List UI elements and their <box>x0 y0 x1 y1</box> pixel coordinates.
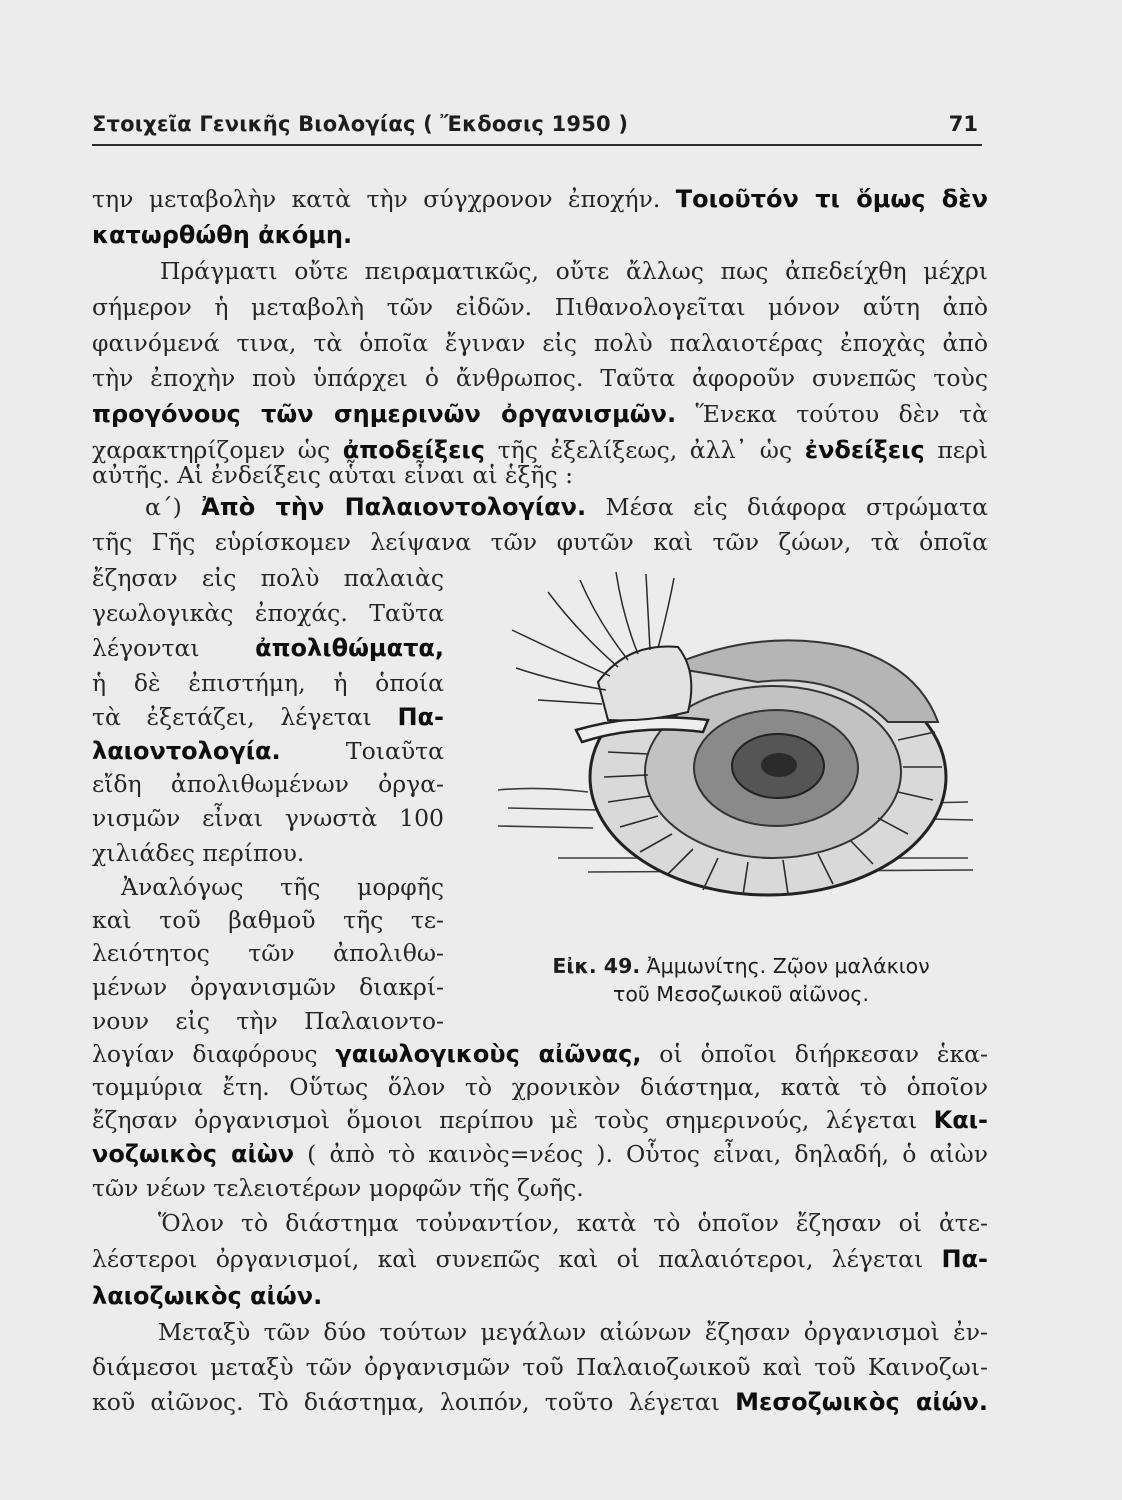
text-line <box>158 1207 988 1239</box>
bold-term: Πα- <box>941 1245 988 1273</box>
text-line <box>92 398 988 430</box>
text-line <box>92 1005 444 1037</box>
bold-term: νοζωικὸς αἰὼν <box>92 1140 295 1168</box>
bold-term: ἐνδείξεις <box>804 436 925 464</box>
bold-term: ἀπολιθώματα, <box>255 634 444 662</box>
text-segment: καὶ τοῦ βαθμοῦ τῆς τε- <box>92 906 444 934</box>
text-segment: γεωλογικὰς ἐποχάς. Ταῦτα <box>92 599 444 627</box>
text-segment: λειότητος τῶν ἀπολιθω- <box>92 939 444 967</box>
text-line <box>92 1104 988 1136</box>
text-segment: ἔζησαν εἰς πολὺ παλαιὰς <box>92 564 444 592</box>
bold-term: λαιοντολογία. <box>92 737 281 765</box>
text-segment: λογίαν διαφόρους <box>92 1040 336 1068</box>
text-segment: τὰ ἐξετάζει, λέγεται <box>92 703 398 731</box>
text-segment: χαρακτηρίζομεν ὡς <box>92 436 343 464</box>
text-line <box>92 327 988 359</box>
bold-term: γαιωλογικοὺς αἰῶνας, <box>335 1040 642 1068</box>
text-segment: Πράγματι οὔτε πειραματικῶς, οὔτε ἄλλως πως ἀπεδείχθη μέχρι <box>160 257 988 285</box>
text-segment: Ἕνεκα τούτου δὲν τὰ <box>676 400 988 428</box>
text-line <box>145 491 988 523</box>
text-segment: σήμερον ἡ μεταβολὴ τῶν εἰδῶν. Πιθανολογεῖται μόνον αὕτη ἀπὸ <box>92 293 988 321</box>
text-segment: ἡ δὲ ἐπιστήμη, ἡ ὁποία <box>92 669 444 697</box>
text-line <box>92 1038 988 1070</box>
figure-label: Εἰκ. 49. <box>552 954 641 978</box>
text-segment: αὐτῆς. Αἱ ἐνδείξεις αὗται εἶναι αἱ ἑξῆς : <box>92 461 574 489</box>
text-segment: οἱ ὁποῖοι διήρκεσαν ἑκα- <box>641 1040 988 1068</box>
bold-term: λαιοζωικὸς αἰών. <box>92 1282 323 1310</box>
text-segment: λέστεροι ὀργανισμοί, καὶ συνεπῶς καὶ οἱ παλαιότεροι, λέγεται <box>92 1245 942 1273</box>
text-segment: εἴδη ἀπολιθωμένων ὀργα- <box>92 770 444 798</box>
caption-text-2: τοῦ Μεσοζωικοῦ αἰῶνος. <box>613 982 869 1006</box>
text-line <box>92 667 444 699</box>
text-segment: χιλιάδες περίπου. <box>92 839 305 867</box>
text-line <box>92 1280 322 1312</box>
text-line <box>92 1138 988 1170</box>
text-segment: την μεταβολὴν κατὰ τὴν σύγχρονον ἐποχήν. <box>92 185 676 213</box>
text-segment: Μέσα εἰς διάφορα στρώματα <box>586 493 989 521</box>
bold-term: Πα- <box>397 703 444 731</box>
header-title: Στοιχεῖα Γενικῆς Βιολογίας ( Ἔκδοσις 1950 ) <box>92 112 629 136</box>
text-segment: Ἀναλόγως τῆς μορφῆς <box>121 873 444 901</box>
text-line <box>92 971 444 1003</box>
text-line <box>92 735 444 767</box>
text-segment: ( ἀπὸ τὸ καινὸς=νέος ). Οὗτος εἶναι, δηλαδή, ὁ αἰὼν <box>294 1140 988 1168</box>
text-line <box>92 1243 988 1275</box>
page-number: 71 <box>948 112 978 136</box>
text-line <box>92 362 988 394</box>
text-segment: Τοιαῦτα <box>280 737 444 765</box>
text-line <box>92 526 988 558</box>
text-segment: Μεταξὺ τῶν δύο τούτων μεγάλων αἰώνων ἔζησαν ὀργανισμοὶ ἐν- <box>158 1318 988 1346</box>
text-line <box>92 1351 988 1383</box>
text-segment: τὴν ἐποχὴν ποὺ ὑπάρχει ὁ ἄνθρωπος. Ταῦτα ἀφοροῦν συνεπῶς τοὺς <box>92 364 988 392</box>
text-segment: τῶν νέων τελειοτέρων μορφῶν τῆς ζωῆς. <box>92 1174 584 1202</box>
text-segment: περὶ <box>924 436 988 464</box>
text-line <box>92 802 444 834</box>
text-line <box>92 562 444 594</box>
bold-term: προγόνους τῶν σημερινῶν ὀργανισμῶν. <box>92 400 677 428</box>
text-segment: τῆς Γῆς εὑρίσκομεν λείψανα τῶν φυτῶν καὶ τῶν ζώων, τὰ ὁποῖα <box>92 528 988 556</box>
text-line <box>92 904 444 936</box>
text-line <box>160 255 988 287</box>
text-line <box>92 183 988 215</box>
text-line <box>92 837 304 869</box>
figure-caption <box>506 952 976 1008</box>
text-line <box>92 632 444 664</box>
text-line <box>92 219 352 251</box>
running-header <box>92 112 982 146</box>
text-segment: ἔζησαν ὀργανισμοὶ ὅμοιοι περίπου μὲ τοὺς σημερινούς, λέγεται <box>92 1106 934 1134</box>
text-segment: α΄) <box>145 493 202 521</box>
text-segment: νισμῶν εἶναι γνωστὰ 100 <box>92 804 444 832</box>
text-segment: Ὅλον τὸ διάστημα τοὐναντίον, κατὰ τὸ ὁποῖον ἔζησαν οἱ ἀτε- <box>158 1209 988 1237</box>
bold-term: Μεσοζωικὸς αἰών. <box>735 1388 988 1416</box>
text-line <box>121 871 444 903</box>
text-line <box>92 459 573 491</box>
text-segment: διάμεσοι μεταξὺ τῶν ὀργανισμῶν τοῦ Παλαιοζωικοῦ καὶ τοῦ Καινοζωι- <box>92 1353 988 1381</box>
bold-term: κατωρθώθη ἀκόμη. <box>92 221 353 249</box>
bold-term: Και- <box>933 1106 988 1134</box>
text-segment: κοῦ αἰῶνος. Τὸ διάστημα, λοιπόν, τοῦτο λέγεται <box>92 1388 736 1416</box>
ammonite-drawing <box>498 572 978 917</box>
text-line <box>92 768 444 800</box>
text-segment: τομμύρια ἔτη. Οὕτως ὅλον τὸ χρονικὸν διάστημα, κατὰ τὸ ὁποῖον <box>92 1073 988 1101</box>
bold-term: Τοιοῦτόν τι ὅμως δὲν <box>675 185 988 213</box>
text-line <box>92 937 444 969</box>
text-line <box>92 1386 988 1418</box>
text-line <box>92 1071 988 1103</box>
text-line <box>158 1316 988 1348</box>
caption-line-1 <box>506 952 976 980</box>
text-line <box>92 291 988 323</box>
text-segment: λέγονται <box>92 634 256 662</box>
bold-term: Ἀπὸ τὴν Παλαιοντολογίαν. <box>201 493 587 521</box>
caption-text-1: Ἀμμωνίτης. Ζῷον μαλάκιον <box>646 954 930 978</box>
text-line <box>92 701 444 733</box>
text-line <box>92 597 444 629</box>
text-segment: νουν εἰς τὴν Παλαιοντο- <box>92 1007 444 1035</box>
text-line <box>92 1172 584 1204</box>
text-segment: μένων ὀργανισμῶν διακρί- <box>92 973 444 1001</box>
text-segment: φαινόμενά τινα, τὰ ὁποῖα ἔγιναν εἰς πολὺ παλαιοτέρας ἐποχὰς ἀπὸ <box>92 329 988 357</box>
bold-term: ἀποδείξεις <box>342 436 486 464</box>
ammonite-illustration <box>498 572 978 917</box>
text-segment: τῆς ἐξελίξεως, ἀλλ᾽ ὡς <box>485 436 805 464</box>
